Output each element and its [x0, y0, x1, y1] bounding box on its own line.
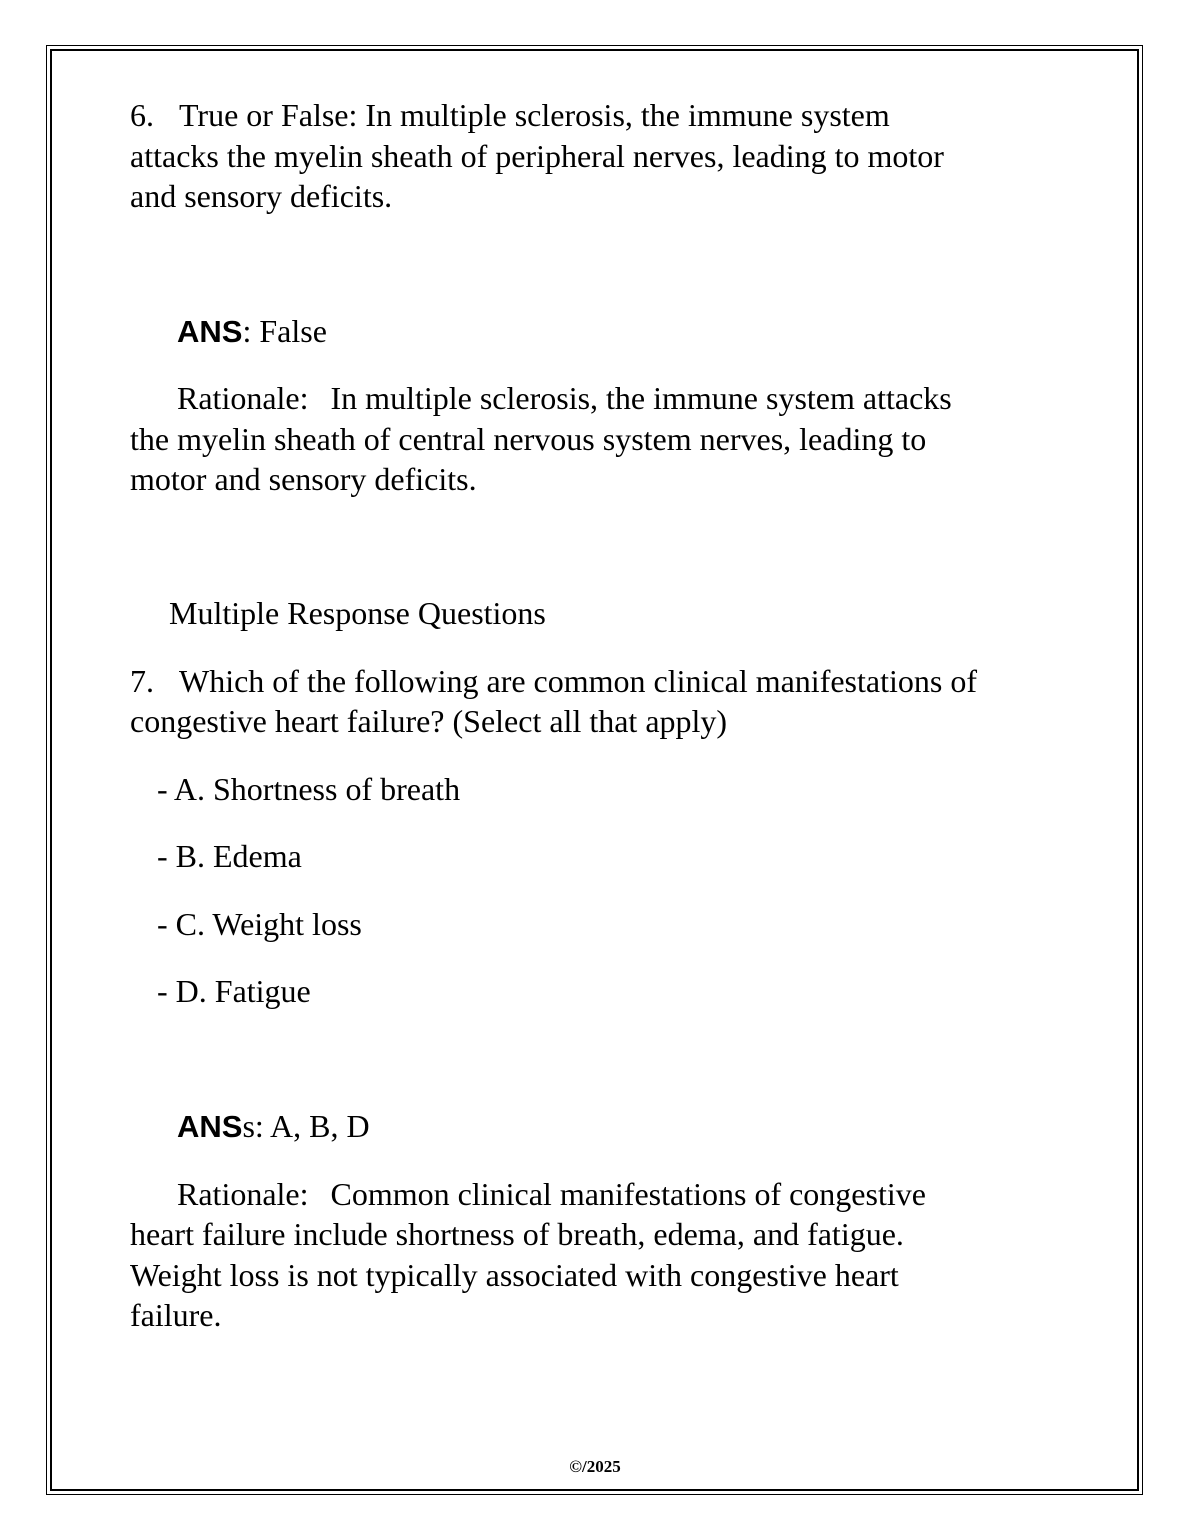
question-6-line-1 — [130, 95, 890, 136]
question-6-text-1: True or False: In multiple sclerosis, the immune system — [179, 97, 890, 133]
question-7-line-2: congestive heart failure? (Select all that apply) — [130, 703, 728, 739]
option-d: - D. Fatigue — [157, 973, 311, 1009]
rationale-6-line-1 — [177, 378, 952, 419]
rationale-6-label: Rationale: — [177, 380, 309, 416]
rationale-7-line-2: heart failure include shortness of breath, edema, and fatigue. — [130, 1216, 904, 1252]
rationale-7-line-4: failure. — [130, 1297, 222, 1333]
answer-7-value: s: A, B, D — [242, 1108, 370, 1144]
question-6-line-3: and sensory deficits. — [130, 178, 393, 214]
question-7-line-1 — [130, 661, 977, 702]
rationale-6-line-2: the myelin sheath of central nervous system nerves, leading to — [130, 421, 927, 457]
question-6-line-2: attacks the myelin sheath of peripheral nerves, leading to motor — [130, 138, 944, 174]
question-7-number: 7. — [130, 663, 154, 699]
option-c: - C. Weight loss — [157, 906, 362, 942]
section-heading: Multiple Response Questions — [169, 595, 546, 631]
answer-7-label: ANS — [177, 1109, 243, 1144]
answer-7-line — [177, 1106, 370, 1148]
rationale-7-line-1 — [177, 1174, 926, 1215]
rationale-6-line-3: motor and sensory deficits. — [130, 461, 477, 497]
rationale-7-line-3: Weight loss is not typically associated with congestive heart — [130, 1257, 899, 1293]
answer-6-value: : False — [242, 313, 327, 349]
answer-6-label: ANS — [177, 314, 243, 349]
question-6-number: 6. — [130, 97, 154, 133]
answer-6-line — [177, 311, 327, 353]
rationale-7-text-1: Common clinical manifestations of congestive — [330, 1176, 926, 1212]
footer-copyright: ©/2025 — [569, 1457, 621, 1476]
option-a: - A. Shortness of breath — [157, 771, 461, 807]
rationale-6-text-1: In multiple sclerosis, the immune system attacks — [330, 380, 952, 416]
rationale-7-label: Rationale: — [177, 1176, 309, 1212]
option-b: - B. Edema — [157, 838, 302, 874]
question-7-text-1: Which of the following are common clinical manifestations of — [179, 663, 977, 699]
